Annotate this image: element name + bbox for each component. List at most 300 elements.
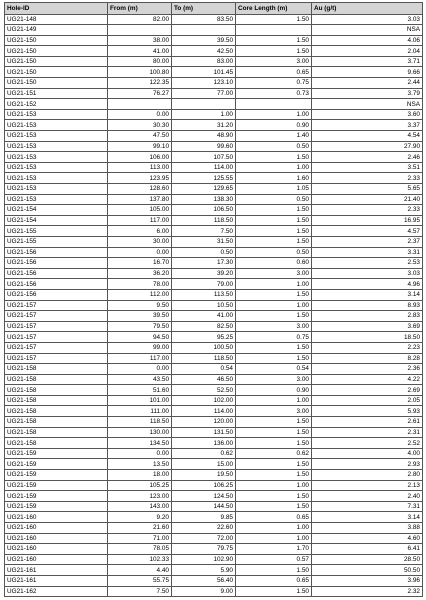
cell-to: 0.54	[172, 364, 236, 375]
cell-au: 4.54	[312, 131, 423, 142]
cell-hole-id: UG21-158	[5, 406, 108, 417]
cell-hole-id: UG21-156	[5, 279, 108, 290]
table-row	[5, 131, 423, 142]
cell-hole-id: UG21-159	[5, 459, 108, 470]
cell-from: 78.05	[108, 544, 172, 555]
cell-core-length: 1.50	[236, 438, 312, 449]
cell-hole-id: UG21-156	[5, 247, 108, 258]
cell-from: 113.00	[108, 162, 172, 173]
cell-from: 117.00	[108, 353, 172, 364]
cell-au: 3.51	[312, 162, 423, 173]
cell-au: 3.03	[312, 268, 423, 279]
cell-core-length: 1.00	[236, 109, 312, 120]
cell-au: NSA	[312, 25, 423, 36]
cell-core-length: 1.50	[236, 289, 312, 300]
cell-au: 3.31	[312, 247, 423, 258]
cell-from: 143.00	[108, 501, 172, 512]
cell-to: 1.00	[172, 109, 236, 120]
cell-hole-id: UG21-156	[5, 289, 108, 300]
cell-au: 2.44	[312, 78, 423, 89]
cell-hole-id: UG21-153	[5, 131, 108, 142]
table-row	[5, 438, 423, 449]
cell-core-length: 0.65	[236, 575, 312, 586]
cell-au: 3.14	[312, 512, 423, 523]
cell-core-length: 0.73	[236, 88, 312, 99]
header-to: To (m)	[172, 3, 236, 15]
cell-au: 2.83	[312, 311, 423, 322]
cell-au: 2.13	[312, 480, 423, 491]
table-row	[5, 427, 423, 438]
cell-core-length	[236, 25, 312, 36]
cell-from: 130.00	[108, 427, 172, 438]
table-row	[5, 99, 423, 110]
table-row	[5, 35, 423, 46]
cell-from: 100.80	[108, 67, 172, 78]
cell-core-length: 0.50	[236, 247, 312, 258]
cell-to: 77.00	[172, 88, 236, 99]
table-row	[5, 141, 423, 152]
cell-core-length: 0.75	[236, 332, 312, 343]
cell-hole-id: UG21-153	[5, 184, 108, 195]
cell-core-length: 1.50	[236, 491, 312, 502]
cell-hole-id: UG21-153	[5, 173, 108, 184]
cell-from: 79.50	[108, 321, 172, 332]
cell-hole-id: UG21-160	[5, 554, 108, 565]
cell-from: 71.00	[108, 533, 172, 544]
table-row	[5, 501, 423, 512]
cell-core-length: 1.50	[236, 427, 312, 438]
table-row	[5, 268, 423, 279]
cell-hole-id: UG21-150	[5, 78, 108, 89]
cell-to: 15.00	[172, 459, 236, 470]
cell-to	[172, 25, 236, 36]
cell-to: 9.00	[172, 586, 236, 597]
cell-to: 22.60	[172, 523, 236, 534]
cell-to: 31.50	[172, 236, 236, 247]
cell-from: 117.00	[108, 215, 172, 226]
cell-hole-id: UG21-157	[5, 353, 108, 364]
cell-core-length: 1.00	[236, 162, 312, 173]
cell-core-length: 1.60	[236, 173, 312, 184]
cell-from: 6.00	[108, 226, 172, 237]
cell-from: 13.50	[108, 459, 172, 470]
cell-hole-id: UG21-153	[5, 194, 108, 205]
table-row	[5, 448, 423, 459]
cell-from: 105.00	[108, 205, 172, 216]
cell-au: 2.04	[312, 46, 423, 57]
cell-au: 3.69	[312, 321, 423, 332]
table-row	[5, 258, 423, 269]
cell-to: 106.50	[172, 205, 236, 216]
cell-from: 30.00	[108, 236, 172, 247]
cell-to: 31.20	[172, 120, 236, 131]
header-core-length: Core Length (m)	[236, 3, 312, 15]
cell-hole-id: UG21-153	[5, 120, 108, 131]
cell-hole-id: UG21-150	[5, 67, 108, 78]
cell-core-length: 0.90	[236, 120, 312, 131]
cell-from: 111.00	[108, 406, 172, 417]
cell-to: 79.00	[172, 279, 236, 290]
cell-au: 2.31	[312, 427, 423, 438]
table-row	[5, 173, 423, 184]
cell-core-length: 1.50	[236, 35, 312, 46]
cell-au: 4.96	[312, 279, 423, 290]
cell-from: 128.60	[108, 184, 172, 195]
cell-hole-id: UG21-159	[5, 448, 108, 459]
cell-to: 52.50	[172, 385, 236, 396]
cell-from: 0.00	[108, 109, 172, 120]
cell-hole-id: UG21-158	[5, 364, 108, 375]
cell-from: 137.80	[108, 194, 172, 205]
cell-core-length: 1.50	[236, 501, 312, 512]
cell-from: 41.00	[108, 46, 172, 57]
table-row	[5, 88, 423, 99]
table-row	[5, 374, 423, 385]
cell-to: 102.00	[172, 395, 236, 406]
cell-from: 39.50	[108, 311, 172, 322]
cell-from: 118.50	[108, 417, 172, 428]
cell-core-length: 1.70	[236, 544, 312, 555]
cell-from: 47.50	[108, 131, 172, 142]
cell-au: 3.96	[312, 575, 423, 586]
cell-core-length: 3.00	[236, 374, 312, 385]
table-row	[5, 236, 423, 247]
cell-hole-id: UG21-157	[5, 342, 108, 353]
cell-core-length: 1.50	[236, 565, 312, 576]
cell-au: 4.60	[312, 533, 423, 544]
cell-au: 21.40	[312, 194, 423, 205]
cell-from: 0.00	[108, 448, 172, 459]
cell-to: 72.00	[172, 533, 236, 544]
cell-hole-id: UG21-160	[5, 544, 108, 555]
table-row	[5, 184, 423, 195]
cell-au: 3.60	[312, 109, 423, 120]
cell-hole-id: UG21-159	[5, 480, 108, 491]
cell-to: 99.60	[172, 141, 236, 152]
cell-core-length: 1.00	[236, 300, 312, 311]
header-from: From (m)	[108, 3, 172, 15]
cell-to: 95.25	[172, 332, 236, 343]
cell-to: 114.00	[172, 162, 236, 173]
cell-to: 42.50	[172, 46, 236, 57]
cell-au: 2.33	[312, 173, 423, 184]
cell-from: 16.70	[108, 258, 172, 269]
cell-hole-id: UG21-160	[5, 512, 108, 523]
table-row	[5, 311, 423, 322]
cell-core-length: 1.50	[236, 14, 312, 25]
cell-core-length: 1.05	[236, 184, 312, 195]
cell-hole-id: UG21-161	[5, 565, 108, 576]
cell-from: 122.35	[108, 78, 172, 89]
cell-from: 106.00	[108, 152, 172, 163]
cell-hole-id: UG21-157	[5, 332, 108, 343]
table-row	[5, 417, 423, 428]
cell-core-length: 0.62	[236, 448, 312, 459]
table-row	[5, 342, 423, 353]
cell-to: 102.90	[172, 554, 236, 565]
cell-hole-id: UG21-148	[5, 14, 108, 25]
cell-hole-id: UG21-157	[5, 311, 108, 322]
cell-core-length: 0.75	[236, 78, 312, 89]
cell-hole-id: UG21-154	[5, 215, 108, 226]
cell-au: 28.50	[312, 554, 423, 565]
cell-core-length: 1.50	[236, 152, 312, 163]
header-hole-id: Hole-ID	[5, 3, 108, 15]
table-row	[5, 364, 423, 375]
cell-from: 76.27	[108, 88, 172, 99]
cell-to: 124.50	[172, 491, 236, 502]
header-au: Au (g/t)	[312, 3, 423, 15]
cell-hole-id: UG21-160	[5, 523, 108, 534]
cell-core-length: 1.50	[236, 311, 312, 322]
table-row	[5, 565, 423, 576]
cell-au: 2.93	[312, 459, 423, 470]
table-row	[5, 554, 423, 565]
cell-hole-id: UG21-158	[5, 374, 108, 385]
table-row	[5, 332, 423, 343]
cell-au: 3.14	[312, 289, 423, 300]
cell-from: 80.00	[108, 56, 172, 67]
cell-to: 17.30	[172, 258, 236, 269]
cell-hole-id: UG21-156	[5, 258, 108, 269]
cell-hole-id: UG21-154	[5, 205, 108, 216]
cell-from: 78.00	[108, 279, 172, 290]
cell-to	[172, 99, 236, 110]
cell-from: 134.50	[108, 438, 172, 449]
cell-to: 125.55	[172, 173, 236, 184]
cell-core-length: 0.90	[236, 385, 312, 396]
table-row	[5, 46, 423, 57]
cell-from: 9.20	[108, 512, 172, 523]
cell-hole-id: UG21-160	[5, 533, 108, 544]
cell-to: 118.50	[172, 215, 236, 226]
cell-hole-id: UG21-158	[5, 417, 108, 428]
table-row	[5, 162, 423, 173]
cell-core-length: 1.00	[236, 279, 312, 290]
cell-to: 48.90	[172, 131, 236, 142]
cell-to: 79.75	[172, 544, 236, 555]
table-row	[5, 459, 423, 470]
cell-core-length: 1.50	[236, 236, 312, 247]
cell-to: 118.50	[172, 353, 236, 364]
cell-core-length: 1.50	[236, 417, 312, 428]
table-row	[5, 67, 423, 78]
cell-au: 3.79	[312, 88, 423, 99]
table-row	[5, 512, 423, 523]
table-row	[5, 300, 423, 311]
table-row	[5, 152, 423, 163]
cell-from: 30.30	[108, 120, 172, 131]
table-row	[5, 120, 423, 131]
cell-au: 50.50	[312, 565, 423, 576]
cell-to: 82.50	[172, 321, 236, 332]
cell-hole-id: UG21-158	[5, 385, 108, 396]
table-row	[5, 247, 423, 258]
cell-to: 39.50	[172, 35, 236, 46]
cell-to: 136.00	[172, 438, 236, 449]
cell-hole-id: UG21-151	[5, 88, 108, 99]
assay-table-container	[4, 2, 422, 597]
cell-to: 131.50	[172, 427, 236, 438]
table-row	[5, 321, 423, 332]
cell-hole-id: UG21-159	[5, 470, 108, 481]
cell-core-length: 1.50	[236, 215, 312, 226]
cell-to: 114.00	[172, 406, 236, 417]
cell-core-length: 1.00	[236, 480, 312, 491]
cell-au: 3.37	[312, 120, 423, 131]
cell-to: 107.50	[172, 152, 236, 163]
cell-from: 94.50	[108, 332, 172, 343]
header-row	[5, 3, 423, 15]
cell-au: 8.93	[312, 300, 423, 311]
table-row	[5, 523, 423, 534]
cell-to: 46.50	[172, 374, 236, 385]
cell-from: 82.00	[108, 14, 172, 25]
cell-core-length	[236, 99, 312, 110]
cell-au: 3.03	[312, 14, 423, 25]
table-row	[5, 395, 423, 406]
cell-to: 19.50	[172, 470, 236, 481]
cell-from: 99.00	[108, 342, 172, 353]
cell-from: 99.10	[108, 141, 172, 152]
cell-to: 0.62	[172, 448, 236, 459]
cell-hole-id: UG21-156	[5, 268, 108, 279]
cell-from: 4.40	[108, 565, 172, 576]
cell-au: 2.40	[312, 491, 423, 502]
table-body	[5, 14, 423, 597]
table-row	[5, 406, 423, 417]
cell-au: 2.32	[312, 586, 423, 597]
cell-core-length: 1.40	[236, 131, 312, 142]
cell-core-length: 3.00	[236, 406, 312, 417]
table-row	[5, 226, 423, 237]
cell-core-length: 0.65	[236, 512, 312, 523]
cell-core-length: 0.60	[236, 258, 312, 269]
table-row	[5, 544, 423, 555]
cell-to: 106.25	[172, 480, 236, 491]
cell-from	[108, 99, 172, 110]
table-row	[5, 533, 423, 544]
cell-au: 6.41	[312, 544, 423, 555]
cell-from: 55.75	[108, 575, 172, 586]
cell-au: 4.57	[312, 226, 423, 237]
cell-from: 36.20	[108, 268, 172, 279]
cell-au: 5.65	[312, 184, 423, 195]
cell-core-length: 0.54	[236, 364, 312, 375]
cell-au: 2.23	[312, 342, 423, 353]
table-row	[5, 56, 423, 67]
cell-hole-id: UG21-157	[5, 321, 108, 332]
cell-from: 112.00	[108, 289, 172, 300]
cell-to: 10.50	[172, 300, 236, 311]
table-row	[5, 491, 423, 502]
cell-to: 83.50	[172, 14, 236, 25]
cell-from: 18.00	[108, 470, 172, 481]
cell-au: 2.80	[312, 470, 423, 481]
table-header	[5, 3, 423, 15]
cell-hole-id: UG21-158	[5, 438, 108, 449]
cell-from: 123.00	[108, 491, 172, 502]
cell-hole-id: UG21-153	[5, 141, 108, 152]
cell-from: 123.95	[108, 173, 172, 184]
cell-core-length: 3.00	[236, 321, 312, 332]
cell-hole-id: UG21-155	[5, 226, 108, 237]
cell-to: 39.20	[172, 268, 236, 279]
cell-au: 9.66	[312, 67, 423, 78]
cell-from: 105.25	[108, 480, 172, 491]
cell-to: 144.50	[172, 501, 236, 512]
cell-core-length: 1.50	[236, 459, 312, 470]
cell-to: 120.00	[172, 417, 236, 428]
cell-core-length: 1.00	[236, 533, 312, 544]
table-row	[5, 14, 423, 25]
table-row	[5, 215, 423, 226]
cell-au: NSA	[312, 99, 423, 110]
cell-au: 3.71	[312, 56, 423, 67]
cell-to: 0.50	[172, 247, 236, 258]
cell-core-length: 1.00	[236, 395, 312, 406]
table-row	[5, 385, 423, 396]
cell-au: 8.28	[312, 353, 423, 364]
cell-hole-id: UG21-153	[5, 109, 108, 120]
cell-hole-id: UG21-161	[5, 575, 108, 586]
cell-from: 0.00	[108, 364, 172, 375]
cell-hole-id: UG21-150	[5, 56, 108, 67]
cell-to: 5.90	[172, 565, 236, 576]
table-row	[5, 470, 423, 481]
cell-au: 4.06	[312, 35, 423, 46]
cell-au: 2.05	[312, 395, 423, 406]
cell-from: 38.00	[108, 35, 172, 46]
cell-core-length: 0.65	[236, 67, 312, 78]
cell-au: 4.00	[312, 448, 423, 459]
table-row	[5, 25, 423, 36]
cell-from: 51.60	[108, 385, 172, 396]
cell-from: 9.50	[108, 300, 172, 311]
cell-hole-id: UG21-158	[5, 427, 108, 438]
cell-from: 102.33	[108, 554, 172, 565]
cell-au: 16.95	[312, 215, 423, 226]
table-row	[5, 194, 423, 205]
cell-from: 0.00	[108, 247, 172, 258]
cell-au: 18.50	[312, 332, 423, 343]
cell-to: 101.45	[172, 67, 236, 78]
cell-to: 41.00	[172, 311, 236, 322]
cell-to: 129.65	[172, 184, 236, 195]
cell-hole-id: UG21-152	[5, 99, 108, 110]
cell-au: 4.22	[312, 374, 423, 385]
cell-from: 21.60	[108, 523, 172, 534]
cell-core-length: 1.50	[236, 226, 312, 237]
cell-hole-id: UG21-159	[5, 491, 108, 502]
cell-hole-id: UG21-150	[5, 46, 108, 57]
table-row	[5, 205, 423, 216]
cell-au: 2.69	[312, 385, 423, 396]
cell-au: 2.37	[312, 236, 423, 247]
cell-core-length: 1.50	[236, 342, 312, 353]
cell-au: 2.33	[312, 205, 423, 216]
cell-core-length: 0.57	[236, 554, 312, 565]
cell-core-length: 1.50	[236, 46, 312, 57]
cell-to: 123.10	[172, 78, 236, 89]
cell-to: 100.50	[172, 342, 236, 353]
cell-hole-id: UG21-150	[5, 35, 108, 46]
cell-core-length: 3.00	[236, 56, 312, 67]
cell-au: 2.53	[312, 258, 423, 269]
cell-au: 2.61	[312, 417, 423, 428]
cell-core-length: 1.50	[236, 586, 312, 597]
cell-to: 56.40	[172, 575, 236, 586]
